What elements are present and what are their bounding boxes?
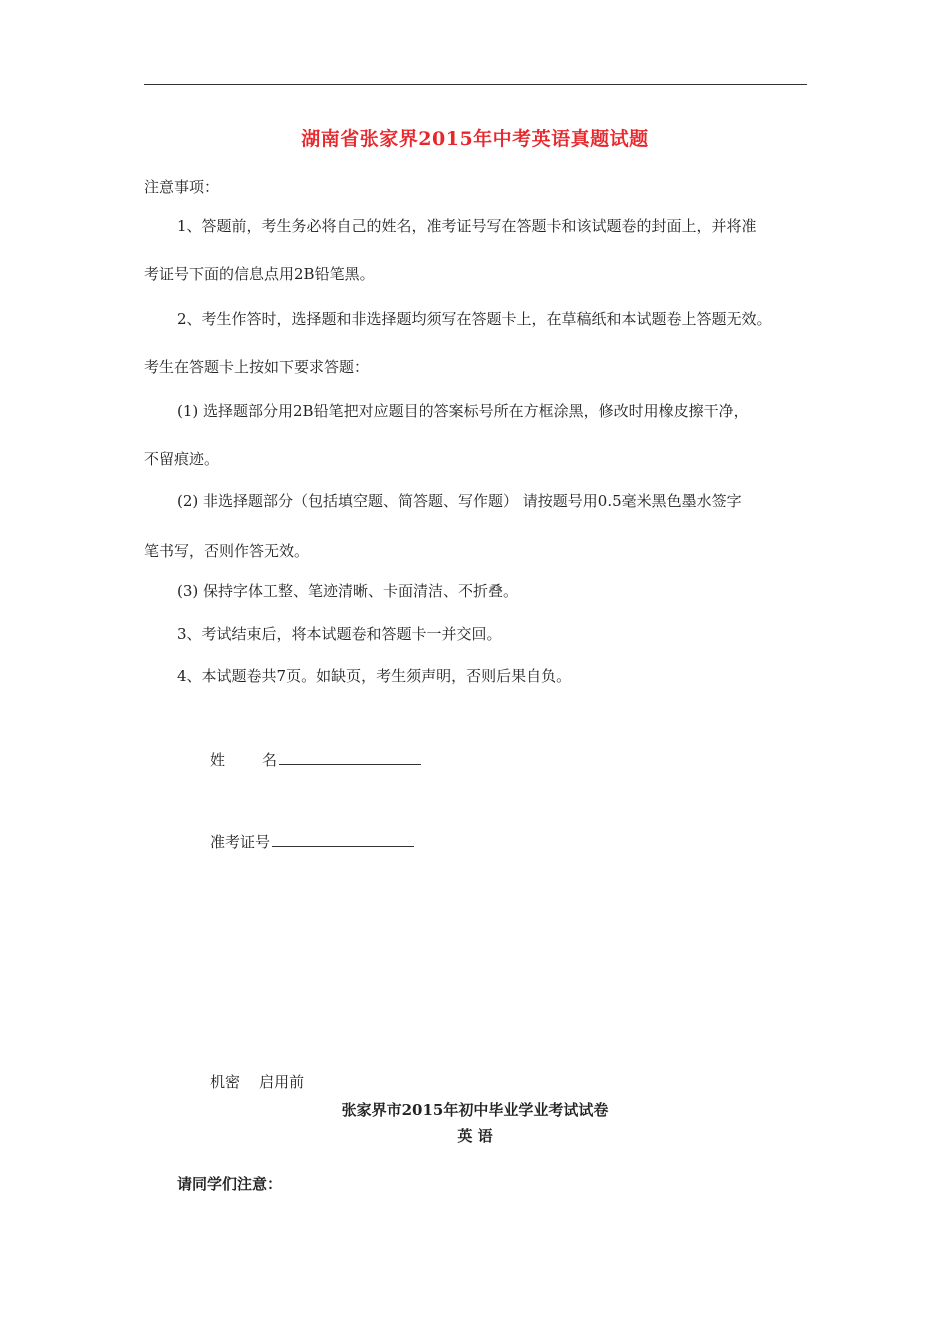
name-label-char-2: 名 — [262, 751, 278, 769]
answer-requirements: 考生在答题卡上按如下要求答题： — [144, 358, 370, 376]
sub-item-2a: (2) 非选择题部分（包括填空题、简答题、写作题） 请按题号用0.5毫米黑色墨水签字 — [177, 492, 742, 510]
notice-item-2: 2、考生作答时，选择题和非选择题均须写在答题卡上，在草稿纸和本试题卷上答题无效。 — [177, 310, 772, 328]
exam-id-label: 准考证号 — [210, 833, 271, 851]
notice-item-4: 4、本试题卷共7页。如缺页，考生须声明，否则后果自负。 — [177, 667, 572, 685]
sub-item-1a: (1) 选择题部分用2B铅笔把对应题目的答案标号所在方框涂黑，修改时用橡皮擦干净， — [177, 402, 749, 420]
confidential-mark: 机密 启用前 — [210, 1073, 305, 1091]
notice-item-1a: 1、答题前，考生务必将自己的姓名，准考证号写在答题卡和该试题卷的封面上，并将准 — [177, 217, 757, 235]
name-label-char-1: 姓 — [210, 751, 226, 769]
exam-id-blank[interactable] — [272, 832, 414, 847]
subject-title: 英 语 — [457, 1127, 493, 1145]
header-rule — [144, 84, 807, 85]
sub-item-3: (3) 保持字体工整、笔迹清晰、卡面清洁、不折叠。 — [177, 582, 519, 600]
sub-item-1b: 不留痕迹。 — [144, 450, 220, 468]
name-field — [210, 750, 421, 770]
document-title: 湖南省张家界2015年中考英语真题试题 — [301, 128, 649, 150]
sub-item-2b: 笔书写，否则作答无效。 — [144, 542, 310, 560]
students-note: 请同学们注意： — [177, 1175, 283, 1193]
name-blank[interactable] — [279, 750, 421, 765]
exam-id-field — [210, 832, 414, 852]
notice-item-1b: 考证号下面的信息点用2B铅笔黑。 — [144, 265, 375, 283]
exam-title: 张家界市2015年初中毕业学业考试试卷 — [341, 1101, 609, 1119]
notice-heading: 注意事项： — [144, 178, 220, 196]
notice-item-3: 3、考试结束后，将本试题卷和答题卡一并交回。 — [177, 625, 502, 643]
